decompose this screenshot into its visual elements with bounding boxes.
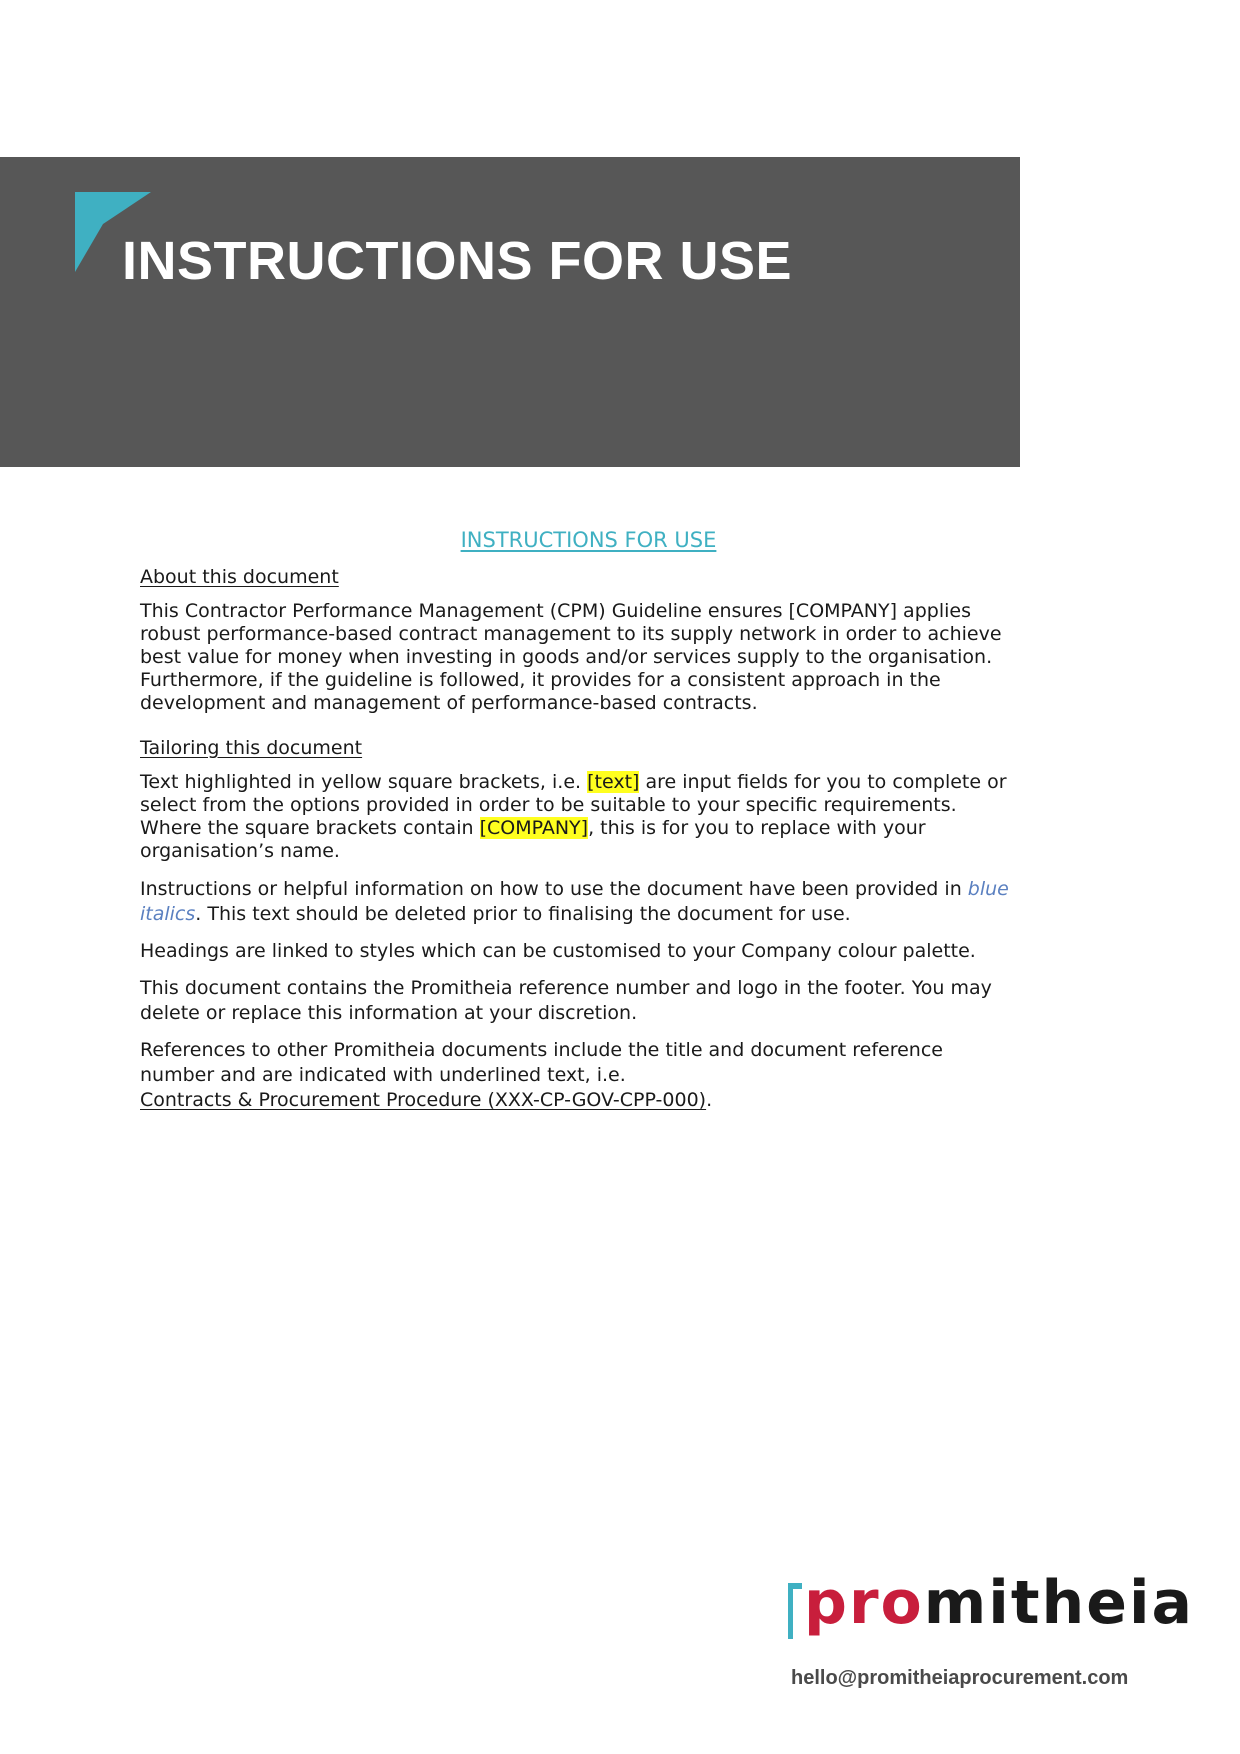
text-segment: Text highlighted in yellow square brackets, i.e. [140,771,588,793]
banner-title: INSTRUCTIONS FOR USE [122,231,793,291]
tailoring-paragraph-footer: This document contains the Promitheia reference number and logo in the footer. You may delete or replace this information at your discretion. [140,977,992,1024]
logo-corner-icon [788,1583,802,1639]
tailoring-paragraph-references [140,1038,1020,1113]
text-segment: are input fields for you to complete or select from the options provided in order to be suitable to your specific requirements. Where the square brackets contain [140,771,1007,839]
text-segment: , this is for you to replace with your organisation’s name. [140,817,926,862]
logo-wordmark-accent: pro [804,1568,924,1638]
tailoring-paragraph-blue-italics [140,877,1020,927]
about-paragraph: This Contractor Performance Management (CPM) Guideline ensures [COMPANY] applies robust performance-based contract management to its supply network in order to achieve best value for money when investing in goods and/or services supply to the organisation. Furthermore, if the guideline is followed, it provides for a consistent approach in the development and management of performance-based contracts. [140,600,1002,714]
logo-wordmark-rest: mitheia [923,1568,1194,1638]
text-segment: . [706,1089,713,1111]
tailoring-heading: Tailoring this document [140,737,363,759]
about-heading: About this document [140,566,339,588]
tailoring-paragraph-headings: Headings are linked to styles which can be customised to your Company colour palette. [140,940,976,962]
logo-wordmark [804,1570,1194,1636]
reference-link[interactable]: Contracts & Procurement Procedure (XXX-CP-GOV-CPP-000) [140,1089,707,1111]
text-segment: . This text should be deleted prior to finalising the document for use. [195,903,851,925]
tailoring-paragraph-highlights [140,771,1020,863]
blue-italics-example: blue italics [140,878,1009,925]
highlighted-field-text: [text] [587,771,640,793]
section-heading: INSTRUCTIONS FOR USE [460,528,717,552]
text-segment: Instructions or helpful information on how to use the document have been provided in [140,878,968,900]
highlighted-field-company: [COMPANY] [479,817,589,839]
title-banner [0,157,1020,467]
text-segment: References to other Promitheia documents include the title and document reference number and are indicated with underlined text, i.e. [140,1039,943,1086]
document-body [140,528,1020,1125]
footer-email[interactable]: hello@promitheiaprocurement.com [791,1667,1129,1689]
promitheia-logo [788,1568,1194,1650]
